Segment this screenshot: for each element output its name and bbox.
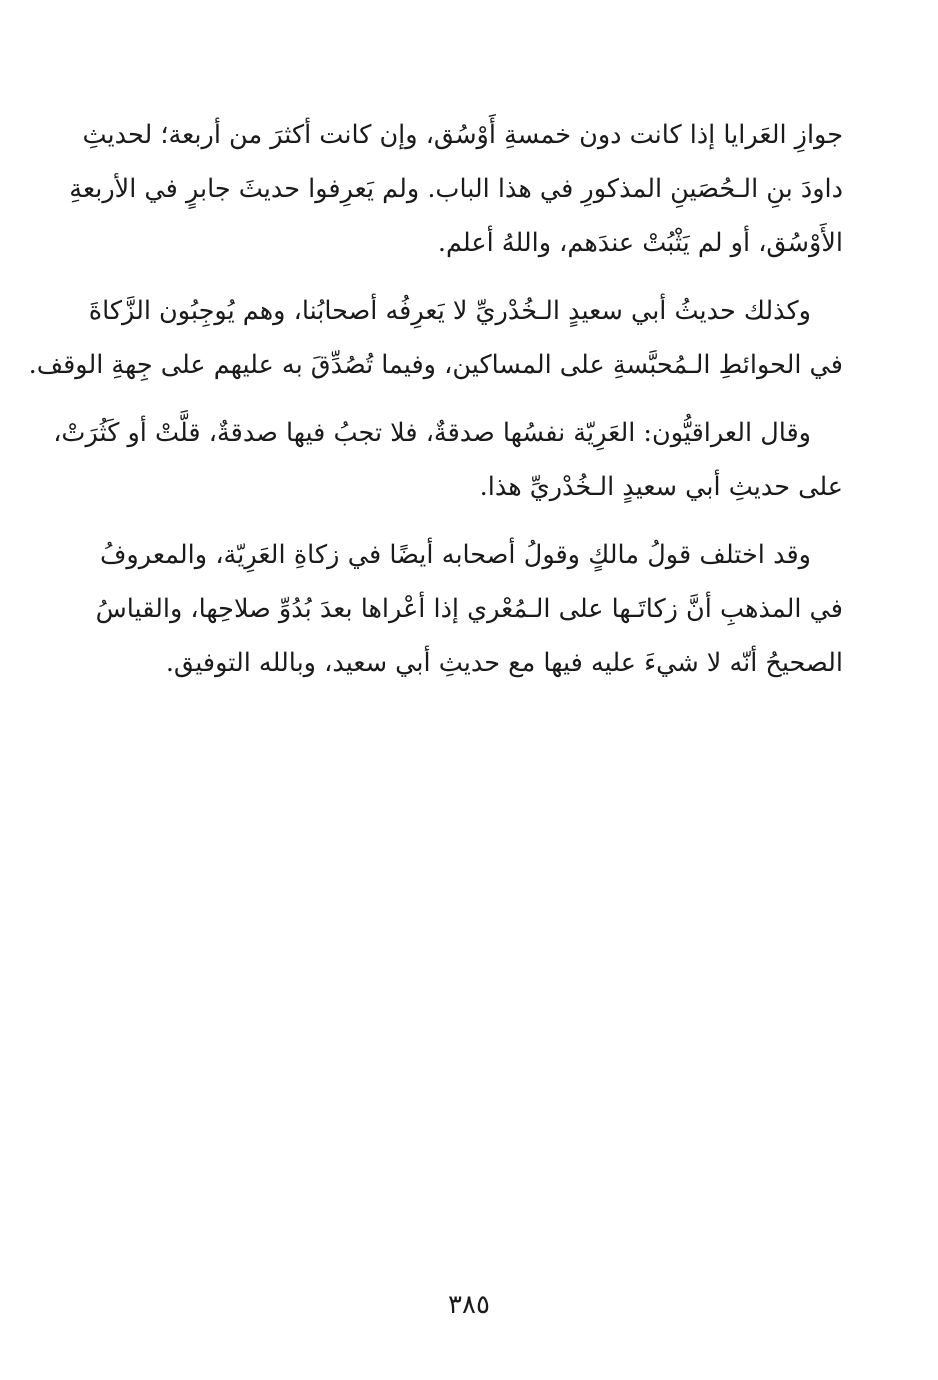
text-line: وقال العراقيُّون: العَرِيّة نفسُها صدقةٌ، فلا تجبُ فيها صدقةٌ، قلَّتْ أو كَثُرَتْ، [53, 418, 811, 448]
text-line: جوازِ العَرايا إذا كانت دون خمسةِ أَوْسُق، وإن كانت أكثرَ من أربعة؛ لحديثِ [82, 120, 843, 150]
page-number: ٣٨٥ [448, 1290, 490, 1320]
text-line: في الحوائطِ الـمُحبَّسةِ على المساكين، وفيما تُصُدِّقَ به عليهم على جِهةِ الوقف. [28, 350, 843, 380]
text-line: وقد اختلف قولُ مالكٍ وقولُ أصحابه أيضًا في زكاةِ العَرِيّة، والمعروفُ [100, 540, 811, 570]
paragraph-2 [28, 284, 843, 392]
paragraph-4 [95, 528, 843, 690]
text-line: في المذهبِ أنَّ زكاتَـها على الـمُعْري إذا أعْراها بعدَ بُدُوِّ صلاحِها، والقياسُ [95, 594, 843, 624]
paragraph-3 [53, 406, 843, 514]
text-line: داودَ بنِ الـحُصَينِ المذكورِ في هذا الباب. ولم يَعرِفوا حديثَ جابرٍ في الأربعةِ [69, 174, 843, 204]
text-line: وكذلك حديثُ أبي سعيدٍ الـخُدْريِّ لا يَعرِفُه أصحابُنا، وهم يُوجِبُون الزَّكاةَ [88, 296, 811, 326]
text-line: الأَوْسُق، أو لم يَثْبُتْ عندَهم، واللهُ أعلم. [437, 228, 843, 258]
text-line: على حديثِ أبي سعيدٍ الـخُدْريِّ هذا. [479, 472, 843, 502]
body-text [28, 108, 843, 704]
text-line: الصحيحُ أنّه لا شيءَ عليه فيها مع حديثِ أبي سعيد، وبالله التوفيق. [165, 648, 843, 678]
paragraph-1 [69, 108, 843, 270]
